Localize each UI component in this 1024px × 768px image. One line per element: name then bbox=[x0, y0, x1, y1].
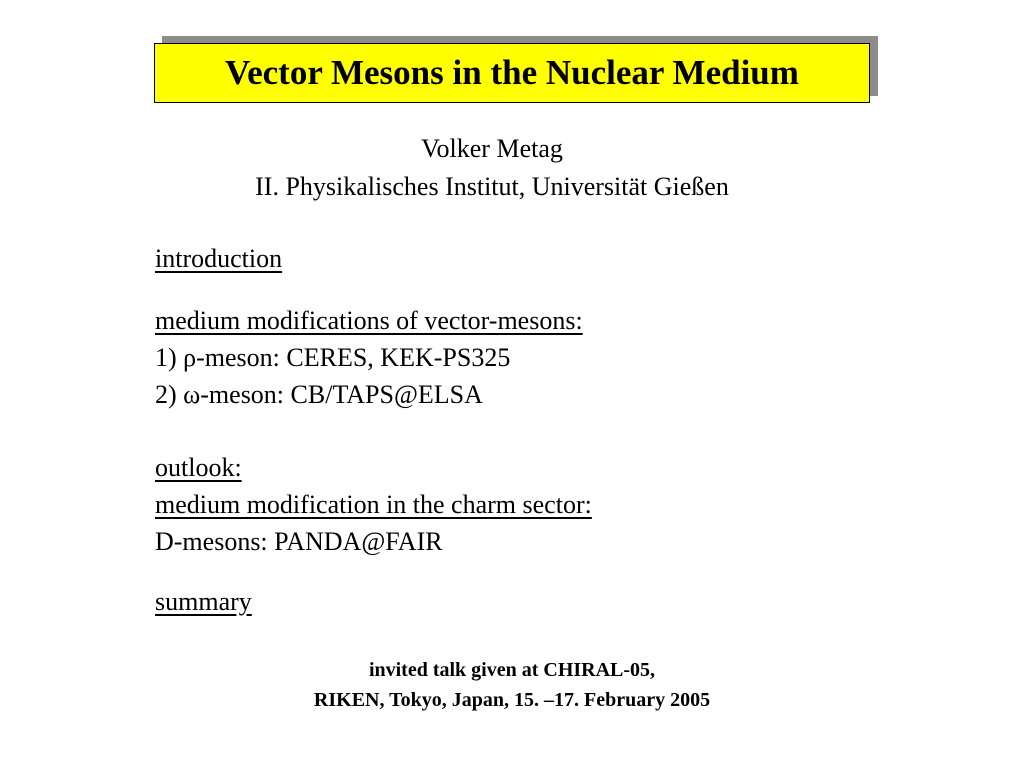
outline-medium-heading: medium modifications of vector-mesons: bbox=[155, 306, 583, 335]
title-box bbox=[154, 43, 870, 103]
outline-omega-item: 2) ω-meson: CB/TAPS@ELSA bbox=[155, 380, 483, 409]
outline-dmeson-item: D-mesons: PANDA@FAIR bbox=[155, 527, 443, 556]
outline-charm-heading: medium modification in the charm sector: bbox=[155, 490, 592, 519]
outline-outlook-block bbox=[155, 449, 592, 560]
outline-rho-item: 1) ρ-meson: CERES, KEK-PS325 bbox=[155, 343, 511, 372]
outline-medium-block bbox=[155, 302, 583, 413]
slide-title: Vector Mesons in the Nuclear Medium bbox=[225, 53, 799, 92]
footer-line-1: invited talk given at CHIRAL-05, bbox=[368, 659, 656, 681]
outline-introduction: introduction bbox=[155, 244, 283, 273]
author-name: Volker Metag bbox=[421, 134, 563, 163]
outline-outlook-heading: outlook: bbox=[155, 453, 242, 482]
outline-summary-block bbox=[155, 583, 252, 620]
outline-summary: summary bbox=[155, 587, 252, 616]
author-block bbox=[0, 130, 984, 206]
footer-note bbox=[0, 655, 1024, 715]
footer-line-2: RIKEN, Tokyo, Japan, 15. –17. February 2005 bbox=[313, 689, 711, 711]
outline-introduction-block bbox=[155, 240, 282, 277]
author-affiliation: II. Physikalisches Institut, Universität Gießen bbox=[255, 172, 729, 201]
